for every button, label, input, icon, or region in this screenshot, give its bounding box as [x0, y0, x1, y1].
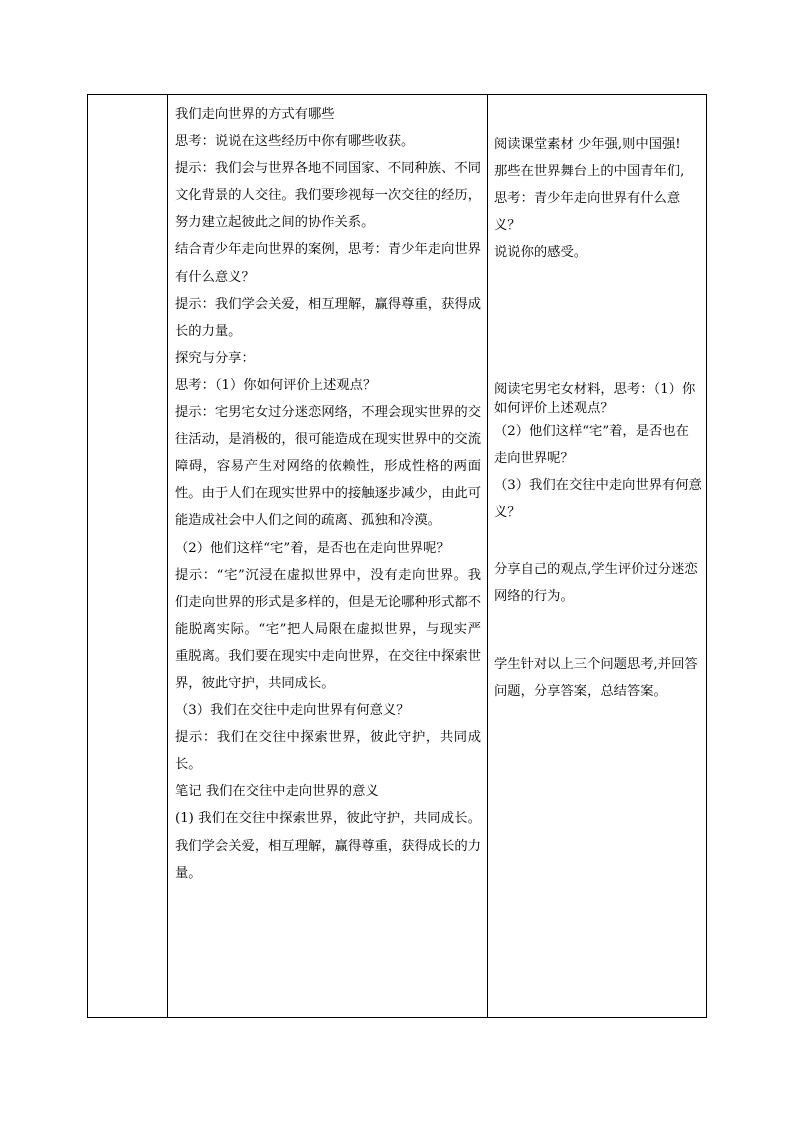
hint-1: 提示：我们会与世界各地不同国家、不同种族、不同文化背景的人交往。我们要珍视每一次交往的经历，努力建立起彼此之间的协作关系。	[175, 161, 481, 231]
hint-2: 提示：我们学会关爱，相互理解，赢得尊重，获得成长的力量。	[175, 296, 481, 339]
student-q3: （3）我们在交往中走向世界有何意义？	[494, 478, 702, 520]
explore-share: 探究与分享：	[175, 350, 255, 366]
student-activity-cell	[488, 95, 707, 1018]
think-2: 结合青少年走向世界的案例，思考：青少年走向世界有什么意义？	[175, 242, 481, 285]
hint-4: 提示：“宅”沉浸在虚拟世界中，没有走向世界。我们走向世界的形式是多样的，但是无论哪种形式都不能脱离实际。“宅”把人局限在虚拟世界，与现实严重脱离。我们要在现实中走向世界，在交往中探索世界，彼此守护，共同成长。	[175, 567, 481, 691]
hint-5: 提示：我们在交往中探索世界，彼此守护，共同成长。	[175, 730, 481, 773]
lesson-table	[87, 94, 707, 1018]
question-2: （2）他们这样“宅”着，是否也在走向世界呢？	[175, 540, 450, 556]
share-feeling: 说说你的感受。	[494, 245, 588, 260]
think-1: 思考：说说在这些经历中你有哪些收获。	[175, 134, 415, 150]
note-1: (1) 我们在交往中探索世界，彼此守护，共同成长。我们学会关爱，相互理解，赢得尊重，获得成长的力量。	[175, 811, 481, 881]
student-group-3	[488, 556, 706, 610]
answer-summary: 学生针对以上三个问题思考,并回答问题，分享答案，总结答案。	[494, 657, 698, 699]
read-material: 阅读课堂素材 少年强,则中国强!	[494, 137, 681, 152]
student-q2: （2）他们这样“宅”着，是否也在走向世界呢？	[494, 424, 689, 466]
student-group-1	[488, 131, 706, 266]
read-otaku: 阅读宅男宅女材料，思考：（1）你如何评价上述观点？	[494, 382, 696, 416]
question-3: （3）我们在交往中走向世界有何意义？	[175, 703, 410, 719]
student-group-2	[488, 380, 706, 526]
note-heading: 笔记 我们在交往中走向世界的意义	[175, 784, 379, 800]
heading-ways: 我们走向世界的方式有哪些	[175, 107, 335, 122]
student-group-4	[488, 651, 706, 705]
left-empty-cell	[88, 95, 168, 1018]
think-meaning: 思考：青少年走向世界有什么意义？	[494, 191, 681, 233]
teacher-activity-cell	[168, 95, 488, 1018]
hint-3: 提示：宅男宅女过分迷恋网络，不理会现实世界的交往活动，是消极的，很可能造成在现实世界中的交流障碍，容易产生对网络的依赖性，形成性格的两面性。由于人们在现实世界中的接触逐步减少，由此可能造成社会中人们之间的疏离、孤独和冷漠。	[175, 405, 481, 529]
youth-line: 那些在世界舞台上的中国青年们,	[494, 164, 685, 179]
share-views: 分享自己的观点,学生评价过分迷恋网络的行为。	[494, 562, 698, 604]
question-1: 思考：（1）你如何评价上述观点？	[175, 377, 377, 393]
